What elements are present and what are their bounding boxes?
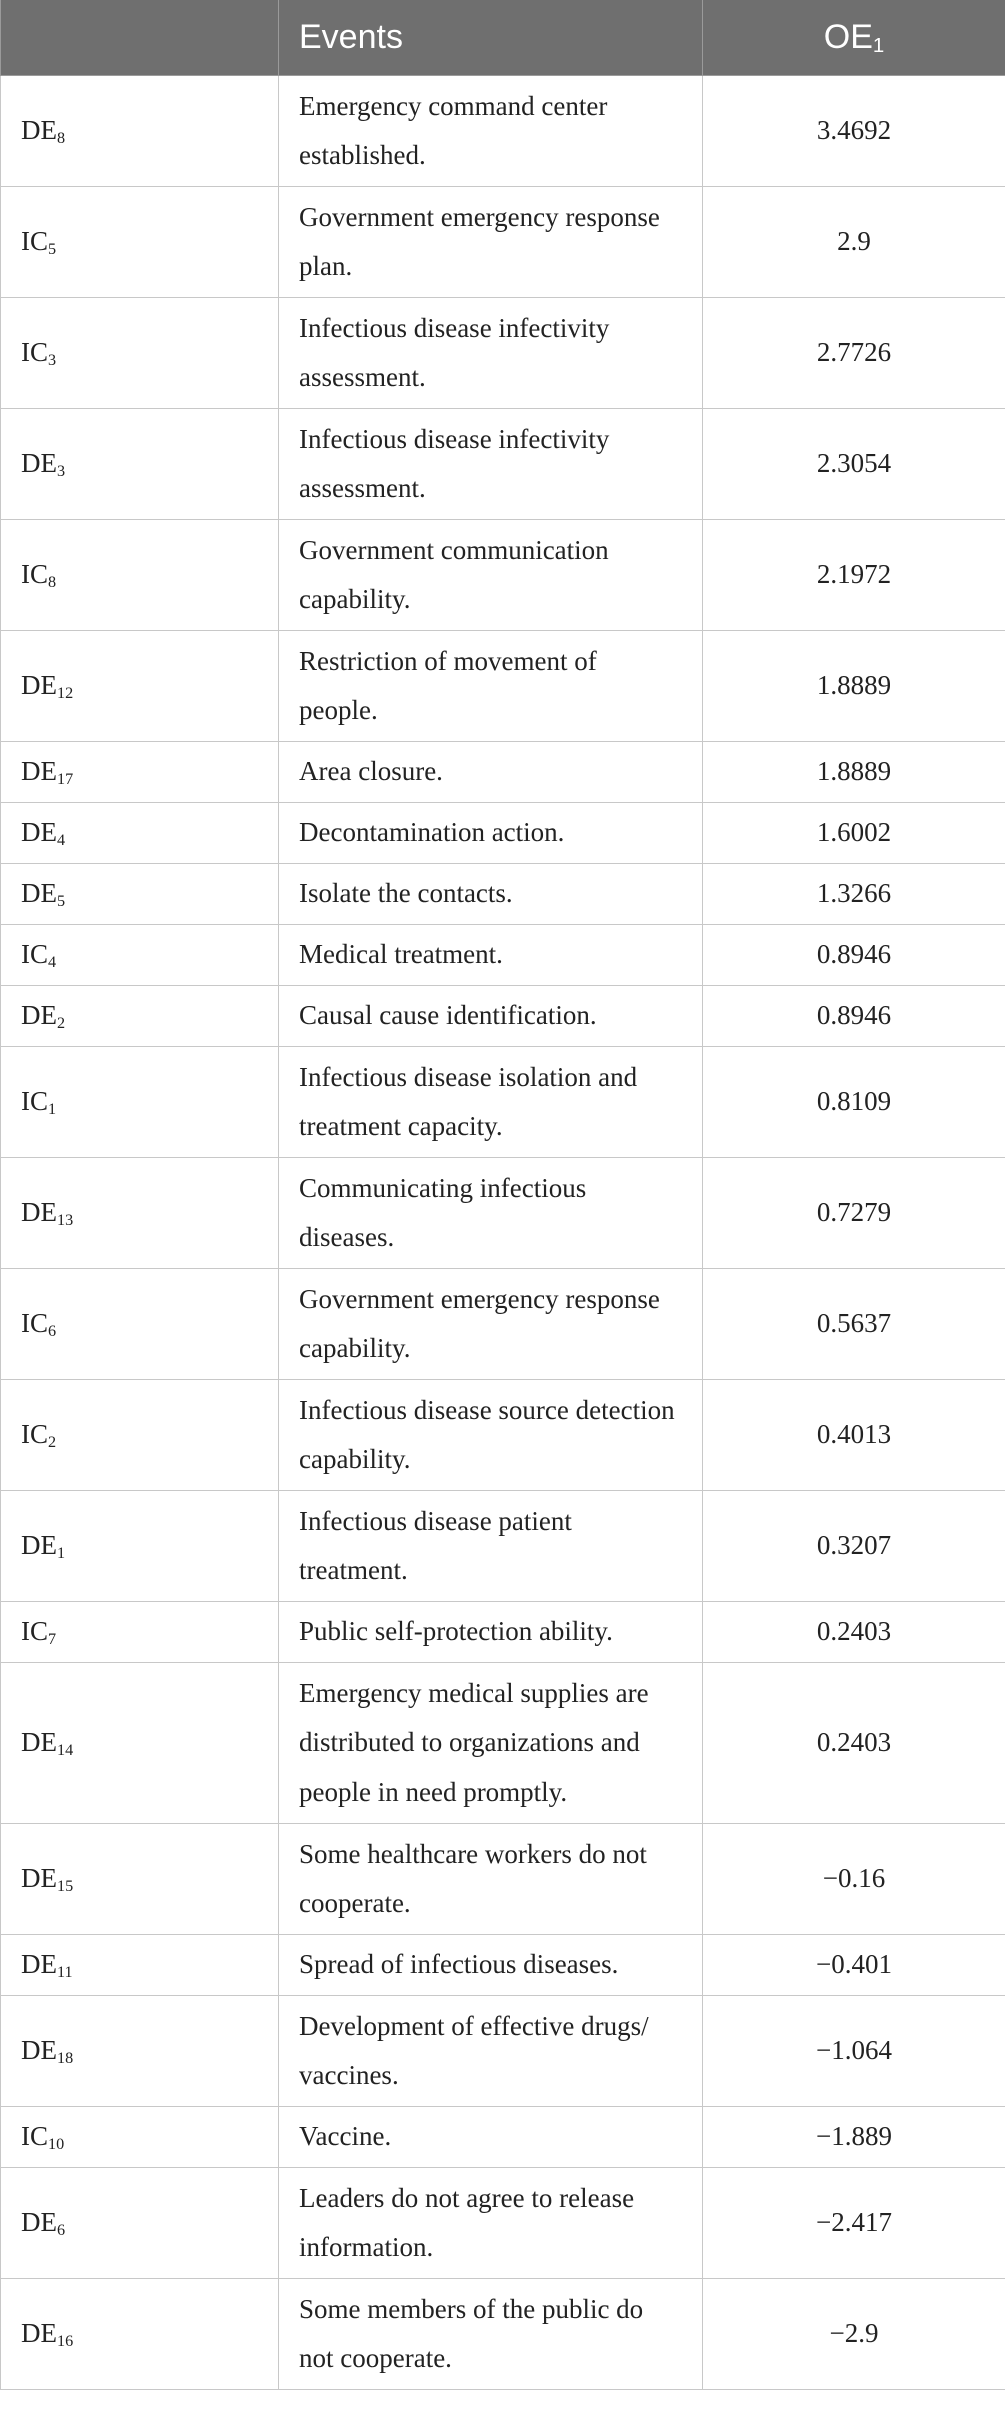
row-id-prefix: IC bbox=[21, 1086, 48, 1117]
row-id bbox=[1, 2279, 279, 2390]
row-id bbox=[1, 742, 279, 803]
row-id-prefix: DE bbox=[21, 878, 57, 909]
table-row bbox=[1, 1996, 1005, 2107]
table-row bbox=[1, 631, 1005, 742]
row-id-prefix: DE bbox=[21, 2207, 57, 2238]
table-row bbox=[1, 1269, 1005, 1380]
row-event: Government communication capability. bbox=[279, 520, 703, 631]
row-event: Leaders do not agree to release information. bbox=[279, 2168, 703, 2279]
row-event: Infectious disease infectivity assessment. bbox=[279, 298, 703, 409]
row-id-prefix: IC bbox=[21, 939, 48, 970]
row-event: Infectious disease infectivity assessment. bbox=[279, 409, 703, 520]
row-id-prefix: DE bbox=[21, 115, 57, 146]
table-row bbox=[1, 76, 1005, 187]
row-id-subscript: 13 bbox=[57, 1211, 74, 1230]
table-row bbox=[1, 187, 1005, 298]
table-row bbox=[1, 1380, 1005, 1491]
header-id bbox=[1, 0, 279, 76]
row-event: Public self-protection ability. bbox=[279, 1602, 703, 1663]
row-id-prefix: IC bbox=[21, 1419, 48, 1450]
row-id-subscript: 11 bbox=[57, 1963, 73, 1982]
table-row bbox=[1, 1158, 1005, 1269]
row-oe-value: 0.2403 bbox=[703, 1663, 1005, 1824]
row-id-subscript: 4 bbox=[48, 953, 57, 972]
row-id-prefix: IC bbox=[21, 337, 48, 368]
table-row bbox=[1, 1935, 1005, 1996]
table-row bbox=[1, 742, 1005, 803]
row-id bbox=[1, 803, 279, 864]
row-event: Communicating infectious diseases. bbox=[279, 1158, 703, 1269]
row-id-subscript: 7 bbox=[48, 1630, 57, 1649]
row-oe-value: 0.7279 bbox=[703, 1158, 1005, 1269]
row-event: Medical treatment. bbox=[279, 925, 703, 986]
row-oe-value: 1.3266 bbox=[703, 864, 1005, 925]
header-events: Events bbox=[279, 0, 703, 76]
row-id-subscript: 5 bbox=[57, 892, 66, 911]
row-event: Development of effective drugs/ vaccines. bbox=[279, 1996, 703, 2107]
table-row bbox=[1, 1602, 1005, 1663]
row-id bbox=[1, 409, 279, 520]
row-id bbox=[1, 1047, 279, 1158]
row-event: Infectious disease patient treatment. bbox=[279, 1491, 703, 1602]
row-event: Spread of infectious diseases. bbox=[279, 1935, 703, 1996]
row-id-subscript: 10 bbox=[48, 2135, 65, 2154]
row-oe-value: 0.8109 bbox=[703, 1047, 1005, 1158]
row-id bbox=[1, 1158, 279, 1269]
row-event: Emergency command center established. bbox=[279, 76, 703, 187]
row-event: Decontamination action. bbox=[279, 803, 703, 864]
row-oe-value: 2.3054 bbox=[703, 409, 1005, 520]
header-oe bbox=[703, 0, 1005, 76]
row-id bbox=[1, 76, 279, 187]
row-id-prefix: IC bbox=[21, 226, 48, 257]
row-id-prefix: DE bbox=[21, 1863, 57, 1894]
row-id-subscript: 8 bbox=[57, 129, 66, 148]
row-oe-value: −1.064 bbox=[703, 1996, 1005, 2107]
row-id-subscript: 15 bbox=[57, 1877, 74, 1896]
row-id-subscript: 17 bbox=[57, 770, 74, 789]
row-event: Emergency medical supplies are distributed to organizations and people in need promptly. bbox=[279, 1663, 703, 1824]
row-oe-value: 2.1972 bbox=[703, 520, 1005, 631]
row-oe-value: 3.4692 bbox=[703, 76, 1005, 187]
row-id-subscript: 1 bbox=[57, 1544, 66, 1563]
row-id bbox=[1, 631, 279, 742]
row-event: Government emergency response plan. bbox=[279, 187, 703, 298]
row-oe-value: −0.401 bbox=[703, 1935, 1005, 1996]
table-row bbox=[1, 803, 1005, 864]
row-oe-value: −2.9 bbox=[703, 2279, 1005, 2390]
row-id bbox=[1, 1663, 279, 1824]
row-id bbox=[1, 1491, 279, 1602]
row-event: Infectious disease isolation and treatment capacity. bbox=[279, 1047, 703, 1158]
row-id-prefix: IC bbox=[21, 1616, 48, 1647]
row-id-subscript: 12 bbox=[57, 684, 74, 703]
row-id bbox=[1, 1269, 279, 1380]
table-row bbox=[1, 2168, 1005, 2279]
table-row bbox=[1, 409, 1005, 520]
row-oe-value: 0.3207 bbox=[703, 1491, 1005, 1602]
row-event: Restriction of movement of people. bbox=[279, 631, 703, 742]
row-oe-value: 0.8946 bbox=[703, 986, 1005, 1047]
table-row bbox=[1, 1047, 1005, 1158]
row-id bbox=[1, 2168, 279, 2279]
row-id-prefix: DE bbox=[21, 1949, 57, 1980]
row-id-prefix: DE bbox=[21, 756, 57, 787]
row-id-subscript: 3 bbox=[48, 351, 57, 370]
row-oe-value: 0.5637 bbox=[703, 1269, 1005, 1380]
row-id-subscript: 5 bbox=[48, 240, 57, 259]
row-id-prefix: DE bbox=[21, 817, 57, 848]
row-id bbox=[1, 1935, 279, 1996]
row-id-prefix: DE bbox=[21, 1000, 57, 1031]
table-row bbox=[1, 1663, 1005, 1824]
row-oe-value: 0.4013 bbox=[703, 1380, 1005, 1491]
row-event: Area closure. bbox=[279, 742, 703, 803]
row-id-prefix: DE bbox=[21, 1530, 57, 1561]
row-id-subscript: 14 bbox=[57, 1741, 74, 1760]
row-oe-value: 2.7726 bbox=[703, 298, 1005, 409]
table-row bbox=[1, 2279, 1005, 2390]
row-event: Causal cause identification. bbox=[279, 986, 703, 1047]
row-id bbox=[1, 1996, 279, 2107]
row-id-prefix: IC bbox=[21, 2121, 48, 2152]
header-oe-subscript: 1 bbox=[872, 35, 885, 58]
header-oe-label: OE bbox=[823, 18, 873, 56]
row-id-subscript: 6 bbox=[57, 2221, 66, 2240]
table-row bbox=[1, 986, 1005, 1047]
row-event: Isolate the contacts. bbox=[279, 864, 703, 925]
row-id-prefix: DE bbox=[21, 2035, 57, 2066]
row-event: Government emergency response capability. bbox=[279, 1269, 703, 1380]
table-row bbox=[1, 864, 1005, 925]
row-event: Some healthcare workers do not cooperate. bbox=[279, 1824, 703, 1935]
row-oe-value: −0.16 bbox=[703, 1824, 1005, 1935]
row-id-prefix: IC bbox=[21, 1308, 48, 1339]
row-oe-value: 0.2403 bbox=[703, 1602, 1005, 1663]
row-id-subscript: 16 bbox=[57, 2332, 74, 2351]
row-id-prefix: DE bbox=[21, 448, 57, 479]
row-id-subscript: 3 bbox=[57, 462, 66, 481]
row-id-prefix: DE bbox=[21, 670, 57, 701]
row-id bbox=[1, 986, 279, 1047]
row-event: Infectious disease source detection capability. bbox=[279, 1380, 703, 1491]
table-row bbox=[1, 520, 1005, 631]
row-id bbox=[1, 864, 279, 925]
table-row bbox=[1, 1491, 1005, 1602]
row-oe-value: −1.889 bbox=[703, 2107, 1005, 2168]
row-oe-value: 1.8889 bbox=[703, 742, 1005, 803]
table-row bbox=[1, 1824, 1005, 1935]
row-id-subscript: 2 bbox=[48, 1433, 57, 1452]
row-id-subscript: 8 bbox=[48, 573, 57, 592]
row-id bbox=[1, 2107, 279, 2168]
row-oe-value: −2.417 bbox=[703, 2168, 1005, 2279]
table-row bbox=[1, 298, 1005, 409]
row-id-prefix: DE bbox=[21, 1197, 57, 1228]
table-row bbox=[1, 2107, 1005, 2168]
row-id bbox=[1, 1824, 279, 1935]
row-oe-value: 1.6002 bbox=[703, 803, 1005, 864]
row-id bbox=[1, 298, 279, 409]
row-event: Vaccine. bbox=[279, 2107, 703, 2168]
row-id bbox=[1, 187, 279, 298]
row-event: Some members of the public do not cooperate. bbox=[279, 2279, 703, 2390]
row-oe-value: 0.8946 bbox=[703, 925, 1005, 986]
row-oe-value: 2.9 bbox=[703, 187, 1005, 298]
row-id bbox=[1, 925, 279, 986]
row-id-prefix: DE bbox=[21, 1727, 57, 1758]
row-id-subscript: 18 bbox=[57, 2049, 74, 2068]
row-id-subscript: 4 bbox=[57, 831, 66, 850]
row-id-prefix: DE bbox=[21, 2318, 57, 2349]
table-row bbox=[1, 925, 1005, 986]
row-id-subscript: 6 bbox=[48, 1322, 57, 1341]
row-id bbox=[1, 1602, 279, 1663]
row-id-prefix: IC bbox=[21, 559, 48, 590]
row-id bbox=[1, 1380, 279, 1491]
row-oe-value: 1.8889 bbox=[703, 631, 1005, 742]
row-id-subscript: 1 bbox=[48, 1100, 57, 1119]
header-row bbox=[1, 0, 1005, 76]
row-id-subscript: 2 bbox=[57, 1014, 66, 1033]
row-id bbox=[1, 520, 279, 631]
